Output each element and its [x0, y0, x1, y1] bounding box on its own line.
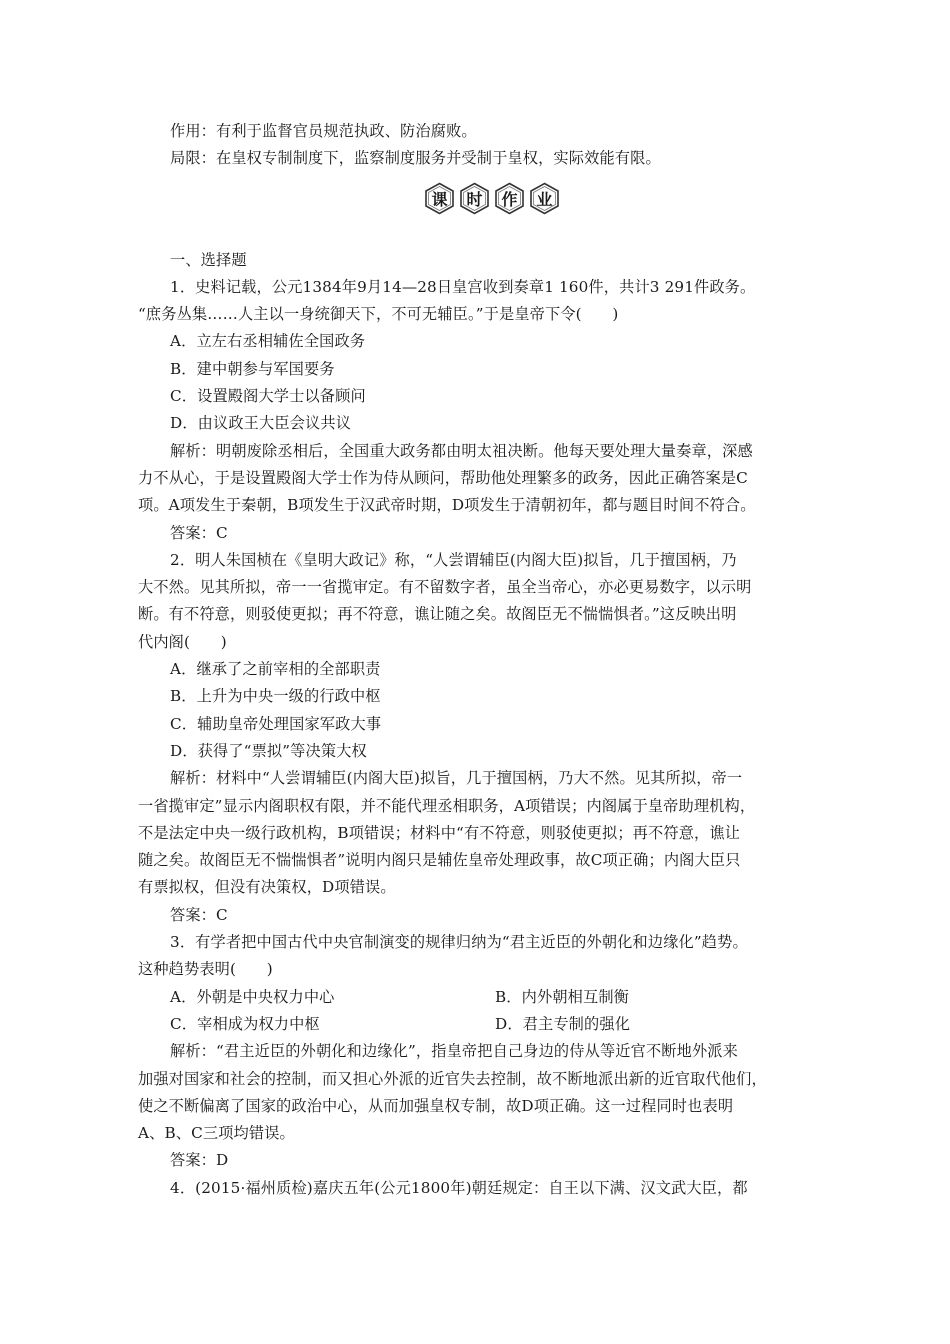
explanation: 解析：明朝废除丞相后，全国重大政务都由明太祖决断。他每天要处理大量奏章，深感 — [170, 441, 753, 460]
option-b: B．内外朝相互制衡 — [495, 987, 630, 1006]
intro-limit: 局限：在皇权专制制度下，监察制度服务并受制于皇权，实际效能有限。 — [170, 149, 661, 168]
header-hex-icon — [458, 182, 491, 215]
option-a: A．继承了之前宰相的全部职责 — [170, 660, 381, 679]
section-title: 一、选择题 — [170, 250, 247, 269]
question-stem: 1．史料记载，公元1384年9月14—28日皇宫收到奏章1 160件，共计3 291件政务。 — [170, 277, 756, 296]
answer: 答案：C — [170, 523, 228, 542]
section-header — [138, 173, 828, 233]
question-stem: 断。有不符意，则驳使更拟；再不符意，谯让随之矣。故阁臣无不惴惴惧者。”这反映出明 — [138, 605, 737, 624]
header-char: 时 — [466, 189, 483, 209]
option-c: C．宰相成为权力中枢 — [170, 1014, 320, 1033]
header-hex-icon — [423, 182, 456, 215]
header-char: 课 — [431, 189, 448, 209]
question-stem: 这种趋势表明( ) — [138, 960, 273, 979]
option-d: D．君主专制的强化 — [495, 1014, 631, 1033]
header-char: 业 — [536, 189, 553, 209]
options-row — [138, 984, 828, 1011]
header-hex-icon — [493, 182, 526, 215]
option-d: D．由议政王大臣会议共议 — [170, 414, 352, 433]
question-stem: “庶务丛集……人主以一身统御天下，不可无辅臣。”于是皇帝下令( ) — [138, 305, 619, 324]
question-3 — [138, 929, 828, 1175]
option-b: B．上升为中央一级的行政中枢 — [170, 687, 381, 706]
document-page — [138, 118, 828, 1202]
question-stem: 大不然。见其所拟，帝一一省揽审定。有不留数字者，虽全当帝心，亦必更易数字，以示明 — [138, 578, 752, 597]
option-c: C．设置殿阁大学士以备顾问 — [170, 387, 366, 406]
explanation: 项。A项发生于秦朝，B项发生于汉武帝时期，D项发生于清朝初年，都与题目时间不符合。 — [138, 496, 756, 515]
explanation: 解析：“君主近臣的外朝化和边缘化”，指皇帝把自己身边的侍从等近官不断地外派来 — [170, 1042, 738, 1061]
explanation: 加强对国家和社会的控制，而又担心外派的近官失去控制，故不断地派出新的近官取代他们， — [138, 1069, 767, 1088]
option-c: C．辅助皇帝处理国家军政大事 — [170, 714, 382, 733]
question-stem: 代内阁( ) — [138, 632, 227, 651]
options-row — [138, 1011, 828, 1038]
header-hex-icon — [528, 182, 561, 215]
option-a: A．立左右丞相辅佐全国政务 — [170, 332, 366, 351]
explanation: 一省揽审定”显示内阁职权有限，并不能代理丞相职务，A项错误；内阁属于皇帝助理机构， — [138, 796, 756, 815]
option-a: A．外朝是中央权力中心 — [170, 987, 335, 1006]
answer: 答案：C — [170, 905, 228, 924]
explanation: A、B、C三项均错误。 — [138, 1124, 295, 1143]
explanation: 有票拟权，但没有决策权，D项错误。 — [138, 878, 396, 897]
question-stem: 2．明人朱国桢在《皇明大政记》称，“人尝谓辅臣(内阁大臣)拟旨，几于擅国柄，乃 — [170, 550, 737, 569]
option-b: B．建中朝参与军国要务 — [170, 359, 335, 378]
question-4 — [138, 1175, 828, 1202]
answer: 答案：D — [170, 1151, 229, 1170]
explanation: 不是法定中央一级行政机构，B项错误；材料中“有不符意，则驳使更拟；再不符意，谯让 — [138, 823, 741, 842]
explanation: 力不从心，于是设置殿阁大学士作为侍从顾问，帮助他处理繁多的政务，因此正确答案是C — [138, 468, 748, 487]
header-char: 作 — [501, 189, 518, 209]
question-stem: 3．有学者把中国古代中央官制演变的规律归纳为“君主近臣的外朝化和边缘化”趋势。 — [170, 933, 748, 952]
explanation: 使之不断偏离了国家的政治中心，从而加强皇权专制，故D项正确。这一过程同时也表明 — [138, 1096, 734, 1115]
question-1 — [138, 274, 828, 547]
header-hexagons — [423, 182, 561, 215]
explanation: 随之矣。故阁臣无不惴惴惧者”说明内阁只是辅佐皇帝处理政事，故C项正确；内阁大臣只 — [138, 851, 741, 870]
option-d: D．获得了“票拟”等决策大权 — [170, 741, 367, 760]
question-2 — [138, 547, 828, 929]
question-stem: 4．(2015·福州质检)嘉庆五年(公元1800年)朝廷规定：自王以下满、汉文武大臣，都 — [170, 1178, 748, 1197]
explanation: 解析：材料中“人尝谓辅臣(内阁大臣)拟旨，几于擅国柄，乃大不然。见其所拟，帝一 — [170, 769, 743, 788]
intro-effect: 作用：有利于监督官员规范执政、防治腐败。 — [170, 122, 477, 140]
